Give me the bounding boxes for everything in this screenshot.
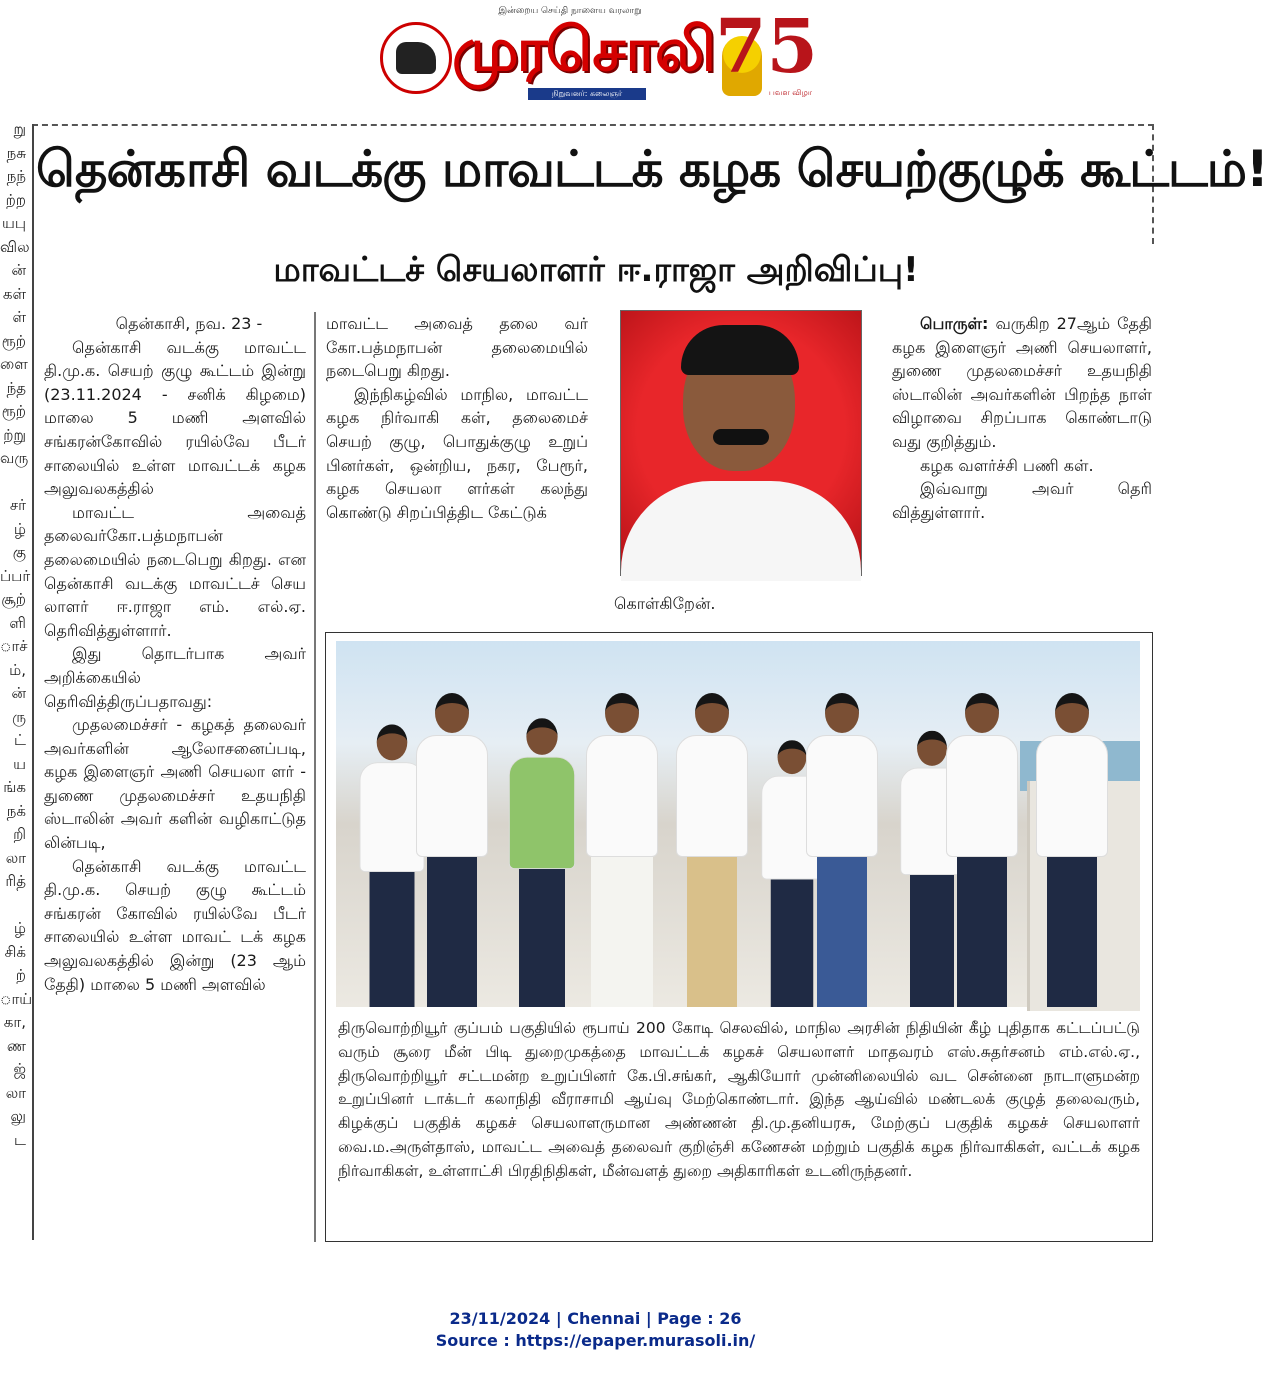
frame-top-rule [32,124,1154,126]
fragment-line: ற்று [3,425,26,444]
subject-label: பொருள்: [920,314,989,333]
paragraph: தென்காசி வடக்கு மாவட்ட தி.மு.க. செயற் குழு கூட்டம் இன்று (23.11.2024 - சனிக் கிழமை) மாலை 5 மணி அளவில் சங்கரன்கோவில் ரயில்வே பீடர் சாலையில் உள்ள மாவட்டக் கழக அலுவலகத்தில் [44,337,306,499]
paragraph: முதலமைச்சர் - கழகத் தலைவர் அவர்களின் ஆலோசனைப்படி, கழக இளைஞர் அணி செயலா ளர் - துணை முதலமைச்சர் உதயநிதி ஸ்டாலின் அவர் களின் வழிகாட்டுத லின்படி, [44,715,306,853]
masthead [360,6,830,110]
column-divider [314,312,316,1242]
fragment-line: லு [10,1107,26,1125]
fragment-line: வரு [0,449,29,467]
paragraph [892,312,1152,454]
fragment-line: ந்த [6,378,26,397]
paragraph: மாவட்ட அவைத் தலை வர் கோ.பத்மநாபன் தலைமையில் நடைபெறு கிறது. [326,314,588,381]
fragment-line: ாய் [0,989,33,1008]
article-column-2-continuation [614,592,874,616]
subheadline: மாவட்டச் செயலாளர் ஈ.ராஜா அறிவிப்பு! [273,250,919,290]
article-column-1 [44,312,306,996]
fragment-line: கு [12,543,26,561]
newspaper-logo: முரசொலி [452,15,714,85]
fragment-line: சூற் [1,590,26,608]
portrait-photo [620,310,862,576]
fragment-line [0,471,26,495]
fragment-line: சிக் [4,942,26,961]
subject-text: வருகிற 27ஆம் தேதி கழக இளைஞர் அணி செயலாளர், துணை முதலமைச்சர் உதயநிதி ஸ்டாலின் அவர்களின் பிறந்த நாள் விழாவை சிறப்பாக கொண்டாடு வது குறித்தும். [892,314,1153,451]
paragraph: கொள்கிறேன். [614,594,716,613]
paragraph: தென்காசி வடக்கு மாவட்ட தி.மு.க. செயற் குழு கூட்டம் சங்கரன் கோவில் ரயில்வே பீடர் சாலையில் உள்ள மாவட் டக் கழக அலுவலகத்தில் இன்று (23 ஆம் தேதி) மாலை 5 மணி அளவில் [44,856,306,994]
fragment-line: லா [5,1083,26,1102]
group-photo [336,641,1140,1007]
fragment-line: கா, [3,1013,26,1031]
fragment-line: கள் [2,284,26,303]
dateline: தென்காசி, நவ. 23 - [115,314,263,333]
article-column-2 [326,312,588,524]
fragment-line: ரித் [5,872,26,890]
fragment-line: ப்பர் [0,566,31,585]
party-emblem-icon [380,22,452,94]
photo-box [325,632,1153,1242]
fragment-line: ளி [9,613,26,632]
anniversary-badge [715,4,818,102]
anniversary-label: பவள விழா [768,88,812,97]
fragment-line: ற்ற [5,190,26,209]
fragment-line: யபு [1,214,26,232]
fragment-line: வில [0,237,30,256]
fragment-line: ாச் [0,637,28,655]
adjacent-article-fragment [0,118,33,1152]
fragment-line: று [13,120,26,138]
fragment-line: ய [13,754,26,773]
paragraph: இவ்வாறு அவர் தெரி வித்துள்ளார். [892,479,1152,522]
paragraph: இது தொடர்பாக அவர் அறிக்கையில் தெரிவித்திருப்பதாவது: [44,644,306,711]
fragment-line: ன் [11,261,26,279]
fragment-line: ம், [9,660,26,679]
fragment-line: ங்க [3,778,26,796]
paragraph: மாவட்ட அவைத் தலைவர்கோ.பத்மநாபன் தலைமையில் நடைபெறு கிறது. என தென்காசி வடக்கு மாவட்டச் செய லாளர் ஈ.ராஜா எம். எல்.ஏ. தெரிவித்துள்ளார். [44,502,306,640]
fragment-line: ழ் [13,919,26,937]
fragment-line: சர் [9,496,26,514]
page-footer [0,1308,1191,1352]
footer-source: Source : https://epaper.murasoli.in/ [435,1331,756,1350]
fragment-line: ரூற் [1,331,26,350]
fragment-line: நசு [6,143,26,162]
footer-date-location: 23/11/2024 | Chennai | Page : 26 [449,1309,742,1328]
fragment-line: ழ் [13,519,26,538]
paragraph: இந்நிகழ்வில் மாநில, மாவட்ட கழக நிர்வாகி கள், தலைமைச் செயற் குழு, பொதுக்குழு உறுப் பினர்கள், ஒன்றிய, நகர, பேரூர், கழக செயலா ளர்கள் கலந்து கொண்டு சிறப்பித்திட கேட்டுக் [326,384,588,522]
article-column-3 [892,312,1152,524]
fragment-line: ண [6,1036,26,1055]
fragment-line: ள் [12,308,26,326]
fragment-line: ட் [14,731,26,749]
fragment-line: லா [5,848,26,867]
frame-left-rule [32,124,34,1240]
headline: தென்காசி வடக்கு மாவட்டக் கழக செயற்குழுக் கூட்டம்! [36,140,1268,198]
fragment-line: ரூற் [1,402,26,420]
masthead-tagline: இன்றைய செய்தி நாளைய வரலாறு [498,6,642,16]
fragment-line [0,894,26,918]
logo-subtitle: நிறுவனர்: கலைஞர் மு.கருணாநிதி [528,88,646,100]
fragment-line: ன் [11,684,26,702]
fragment-line: நந் [6,167,26,185]
anniversary-number: 75 [715,4,818,90]
paragraph: கழக வளர்ச்சி பணி கள். [920,455,1094,475]
fragment-line: ட [14,1130,26,1149]
photo-caption: திருவொற்றியூர் குப்பம் பகுதியில் ரூபாய் 200 கோடி செலவில், மாநில அரசின் நிதியின் கீழ் புதிதாக கட்டப்பட்டு வரும் சூரை மீன் பிடி துறைமுகத்தை மாவட்டக் கழகச் செயலாளர் மாதவரம் எஸ்.சுதர்சனம் எம்.எல்.ஏ., திருவொற்றியூர் சட்டமன்ற உறுப்பினர் கே.பி.சங்கர், ஆகியோர் முன்னிலையில் வட சென்னை நாடாளுமன்ற உறுப்பினர் டாக்டர் கலாநிதி வீராசாமி ஆய்வு மேற்கொண்டார். இந்த ஆய்வில் மண்டலக் குழுத் தலைவரும், கிழக்குப் பகுதிக் கழகச் செயலாளருமான அண்ணன் தி.மு.தனியரசு, மேற்குப் பகுதிக் கழகச் செயலாளர் வை.ம.அருள்தாஸ், மாவட்ட அவைத் தலைவர் குறிஞ்சி கணேசன் மற்றும் பகுதிக் கழக நிர்வாகிகள், வட்டக் கழக நிர்வாகிகள், உள்ளாட்சி பிரதிநிதிகள், மீன்வளத் துறை அதிகாரிகள் உடனிருந்தனர். [338,1019,1140,1180]
fragment-line: றி [13,825,26,843]
fragment-line: ளை [0,355,28,373]
fragment-line: ஜ் [13,1060,26,1078]
fragment-line: ரு [12,707,26,726]
fragment-line: ற் [15,966,26,984]
fragment-line: நக் [6,801,26,820]
